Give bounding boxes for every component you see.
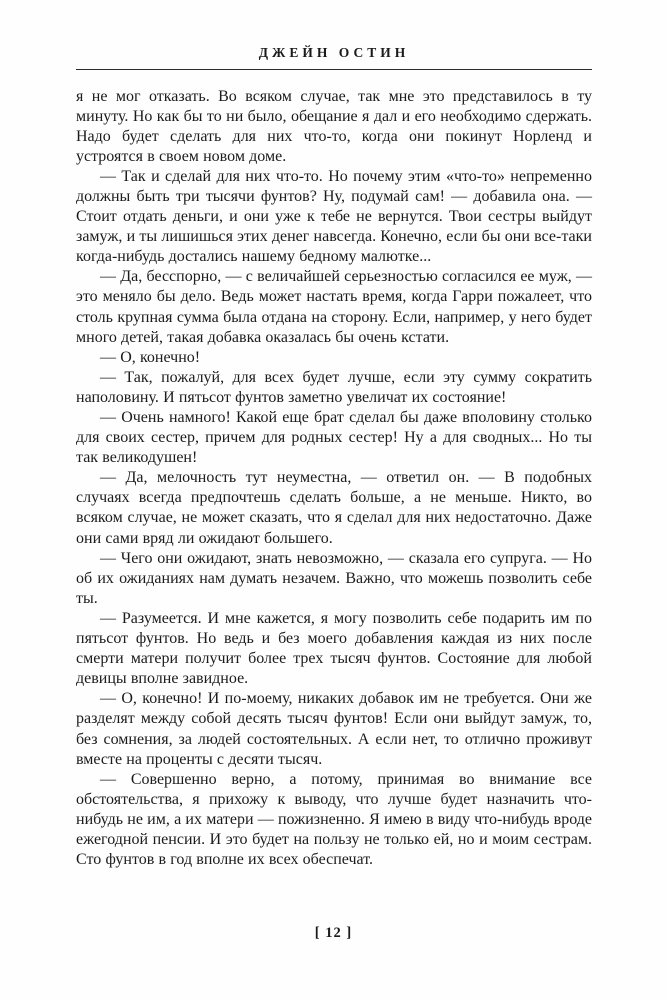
paragraph: — Так и сделай для них что-то. Но почему этим «что-то» непременно должны быть три тысячи фунтов? Ну, подумай сам! — добавила она. — Стоит отдать деньги, и они уже к тебе не вернутся. Твои сестры выйдут замуж, и ты лишишься этих денег навсегда. Конечно, если бы они все-таки когда-нибудь достались нашему бедному малютке... [76, 167, 592, 266]
running-header: ДЖЕЙН ОСТИН [258, 45, 410, 60]
paragraph: — Так, пожалуй, для всех будет лучше, если эту сумму сократить наполовину. И пятьсот фунтов заметно увеличат их состояние! [76, 368, 592, 406]
body-text [76, 87, 592, 871]
page-number: [ 12 ] [314, 925, 353, 941]
paragraph: — Очень намного! Какой еще брат сделал бы даже вполовину столько для своих сестер, причем для родных сестер! Ну а для сводных... Но ты так великодушен! [76, 409, 592, 467]
paragraph: — Разумеется. И мне кажется, я могу позволить себе подарить им по пятьсот фунтов. Но ведь и без моего добавления каждая из них после смерти матери получит более трех тысяч фунтов. Состояние для любой девицы вполне завидное. [76, 609, 592, 688]
paragraph: — О, конечно! И по-моему, никаких добавок им не требуется. Они же разделят между собой десять тысяч фунтов! Если они выйдут замуж, то, без сомнения, за людей состоятельных. А если нет, то отлично проживут вместе на проценты с десяти тысяч. [76, 690, 592, 768]
paragraph: — Чего они ожидают, знать невозможно, — сказала его супруга. — Но об их ожиданиях нам думать незачем. Важно, что можешь позволить себе ты. [76, 549, 592, 607]
header-rule [76, 69, 592, 70]
paragraph: — Да, бесспорно, — с величайшей серьезностью согласился ее муж, — это меняло бы дело. Ведь может настать время, когда Гарри пожалеет, что столь крупная сумма была отдана на сторону. Если, например, у него будет много детей, такая добавка оказалась бы очень кстати. [76, 268, 592, 346]
paragraph: — О, конечно! [100, 348, 201, 366]
paragraph: — Совершенно верно, а потому, принимая во внимание все обстоятельства, я прихожу к выводу, что лучше будет назначить что-нибудь не им, а их матери — пожизненно. Я имею в виду что-нибудь вроде ежегодной пенсии. И это будет на пользу не только ей, но и моим сестрам. Сто фунтов в год вполне их всех обеспечат. [76, 770, 592, 869]
paragraph: — Да, мелочность тут неуместна, — ответил он. — В подобных случаях всегда предпочтешь сделать больше, а не меньше. Никто, во всяком случае, не может сказать, что я сделал для них недостаточно. Даже они сами вряд ли ожидают большего. [76, 469, 592, 547]
paragraph: я не мог отказать. Во всяком случае, так мне это представилось в ту минуту. Но как бы то ни было, обещание я дал и его необходимо сдержать. Надо будет сделать для них что-то, когда они покинут Норленд и устроятся в своем новом доме. [76, 87, 592, 165]
